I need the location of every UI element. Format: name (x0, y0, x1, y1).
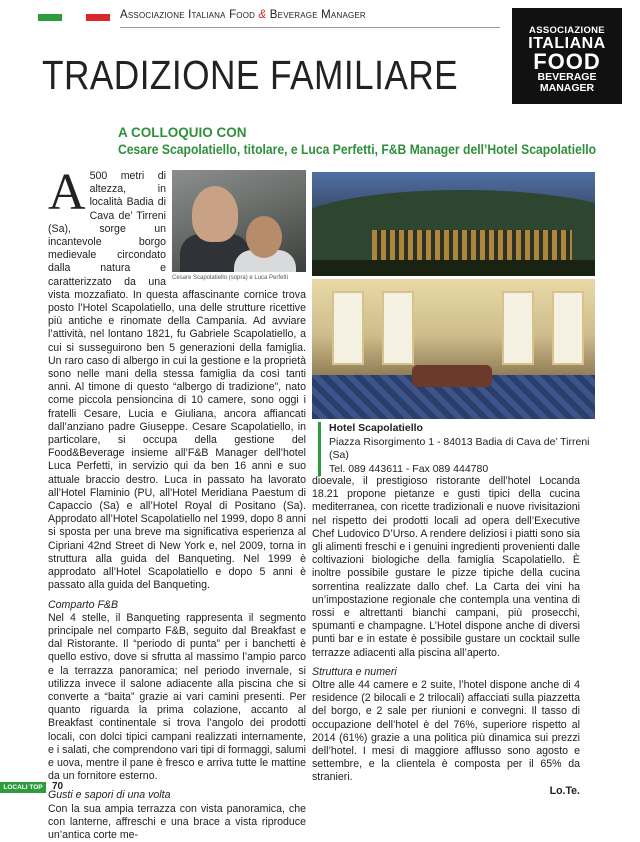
association-ampersand: & (258, 9, 267, 21)
paragraph-gusti-cont: dioevale, il prestigioso ristorante dell’hotel Locanda 18.21 propone pietanze e gusti tipici della cucina mediterranea, con ricette tradizionali e nuove rivisitazioni nel rispetto dei prodotti locali ad opera dell’Executive Chef Ludovico D’Urso. A rendere deliziosi i piatti sono sia gli alimenti freschi e i genuini ingredienti provenienti dalle coltivazioni biologiche della famiglia Scapolatiello. È inoltre possibile gustare le pizze tipiche della cucina sorrentina realizzate dallo chef. La Carta dei vini ha un’impostazione regionale che contempla una ventina di rossi e altrettanti bianchi campani, più prosecchi, spumanti e champagne. L’Hotel dispone anche di diversi punti bar e in estate è possibile gustare un cocktail sulle terrazze adiacenti alla piscina all’aperto. (312, 475, 580, 659)
section-heading-fb: Comparto F&B (48, 598, 119, 611)
header-rule (120, 27, 500, 28)
hotel-lobby-photo (312, 279, 595, 419)
hotel-name: Hotel Scapolatiello (329, 422, 423, 434)
section-heading-struttura: Struttura e numeri (312, 665, 397, 678)
page-number: 70 (52, 781, 64, 792)
article-column-right (312, 475, 580, 798)
article-subtitle (118, 124, 640, 158)
logo-line-3: FOOD (533, 49, 601, 74)
logo-line-5: MANAGER (539, 82, 595, 94)
association-name-part2: Beverage Manager (266, 9, 366, 21)
association-header (120, 9, 366, 21)
page-footer (0, 780, 640, 800)
logo-line-4: BEVERAGE (537, 71, 597, 83)
hotel-info-box (318, 422, 601, 476)
portrait-photo (172, 170, 306, 272)
author-signature: Lo.Te. (549, 784, 580, 797)
flag-red-stripe (86, 14, 110, 21)
hotel-night-photo (312, 172, 595, 276)
flag-green-stripe (38, 14, 62, 21)
drop-cap: A (48, 164, 86, 221)
association-name-part1: Associazione Italiana Food (120, 9, 259, 21)
paragraph-gusti-start: Con la sua ampia terrazza con vista panoramica, che con lanterne, affreschi e una brace a vista riproduce un’antica corte me- (48, 802, 306, 841)
association-logo (512, 8, 622, 104)
paragraph-fb: Nel 4 stelle, il Banqueting rappresenta il segmento principale nel comparto F&B, seguito dal Breakfast e dal Ristorante. Il “periodo di punta” per i banchetti è quello estivo, dove si sfrutta al massimo l’ampio parco e la terrazza panoramica; nel periodo invernale, si utilizza invece il salone adiacente alla piscina che si converte a “baita” grazie ai vari camini presenti. Per quanto riguarda la prima colazione, accanto al Breakfast continentale si trova l’angolo dei prodotti locali, con dolci tipici campani realizzati internamente, e i salati, che comprendono vari tipi di formaggi, salumi e uova, mentre il pane è fresco e arriva tutte le mattine da un fornitore esterno. (48, 611, 306, 783)
paragraph-struttura: Oltre alle 44 camere e 2 suite, l’hotel dispone anche di 4 residence (2 bilocali e 2 trilocali) affacciati sulla piazzetta del borgo, e 2 sale per riunioni e convegni. Il tasso di occupazione dell’hotel è del 76%, superiore rispetto al 2014 (61%) grazie a una politica più dinamica sui prezzi dell’hotel. I mesi di maggiore afflusso sono agosto e settembre, e la clientela è composta per il 65% da stranieri. (312, 679, 580, 784)
portrait-caption: Cesare Scapolatiello (sopra) e Luca Perfetti (172, 275, 289, 281)
subtitle-kicker: A COLLOQUIO CON (118, 125, 247, 140)
hotel-address: Piazza Risorgimento 1 - 84013 Badia di Cava de’ Tirreni (Sa) (329, 435, 590, 461)
subtitle-interviewees: Cesare Scapolatiello, titolare, e Luca Perfetti, F&B Manager dell’Hotel Scapolatiello (118, 142, 597, 157)
portrait-inset (172, 170, 306, 282)
article-column-left (48, 164, 306, 842)
paragraph-intro: 500 metri di altezza, in località Badia di Cava de’ Tirreni (Sa), sorge un incantevole borgo medievale circondato dalla natura e caratterizzato da una vista mozzafiato. In questa affascinante cornice trova posto l’Hotel Scapolatiello, una delle strutture ricettive più antiche e rinomate della Campania. Ad avviare l’attività, nel lontano 1821, fu Gabriele Scapolatiello, a cui si susseguirono ben 5 generazioni della famiglia. Un raro caso di albergo in cui la gestione e la proprietà sono nelle mani della stessa famiglia da così tanti anni. Al timone di questo “albergo di tradizione”, nato come piccola pensioncina di 10 camere, sono oggi i fratelli Cesare, Lucia e Giuliana, ancora affiancati dall’anziano padre Giuseppe. Cesare Scapolatiello, in particolare, si occupa della gestione del Food&Beverage insieme all’F&B Manager dell’hotel Luca Perfetti, in servizio qui da ben 16 anni e suo attuale braccio destro. Luca in passato ha lavorato all’Hotel Flaminio (PU, all’Hotel Meridiana Paestum di Capaccio (Sa) e all’Hotel Royal di Positano (Sa). Approdato all’Hotel Scapolatiello nel 1999, dopo 8 anni si sposta per una breve ma significativa esperienza al Cipriani 42nd Street di New York e, nel 2009, torna in struttura alla guida del Banqueting. Nel 1999 è approdato all’Hotel Scapolatiello e dopo 5 anni è passato alla guida del Banqueting. (48, 170, 306, 592)
hotel-contacts: Tel. 089 443611 - Fax 089 444780 (329, 462, 489, 475)
article-title: TRADIZIONE FAMILIARE (42, 52, 459, 98)
footer-section-label: LOCALI TOP (0, 782, 46, 793)
section-heading-gusti: Gusti e sapori di una volta (48, 789, 171, 802)
logo-line-1: ASSOCIAZIONE (529, 25, 605, 36)
logo-line-2: ITALIANA (528, 35, 606, 52)
